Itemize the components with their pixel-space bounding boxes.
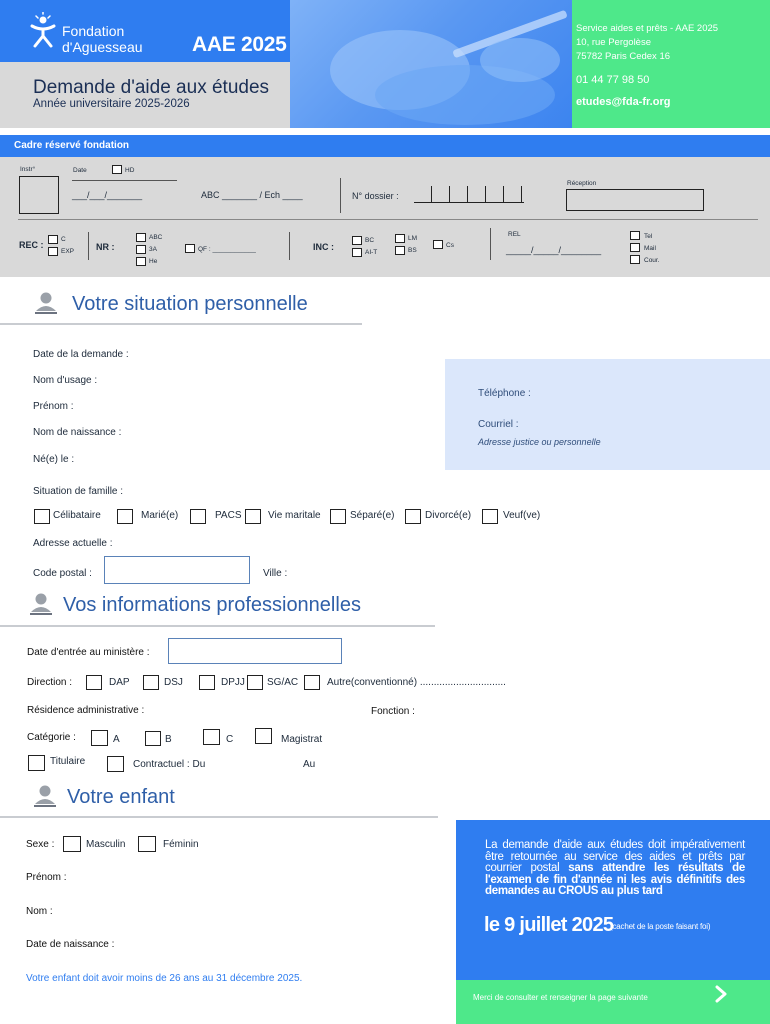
cat-b-label: B (165, 734, 172, 745)
aae-badge: AAE 2025 (192, 33, 287, 56)
ne-le-label: Né(e) le : (33, 454, 75, 465)
magistrat-label: Magistrat (281, 734, 323, 745)
dsj-label: DSJ (164, 677, 183, 688)
separator-1 (340, 178, 341, 213)
qf-checkbox[interactable] (185, 244, 195, 253)
date-underline (72, 180, 177, 181)
dpjj-label: DPJJ (221, 677, 245, 688)
au-label: Au (303, 759, 316, 770)
contractuel-checkbox[interactable] (107, 756, 124, 772)
qf-field[interactable]: QF : ____________ (198, 246, 256, 253)
reserved-divider (18, 219, 758, 220)
rec-label: REC : (19, 240, 44, 250)
direction-label: Direction : (27, 677, 73, 688)
next-page-note[interactable]: Merci de consulter et renseigner la page suivante (473, 993, 648, 1002)
feminin-checkbox[interactable] (138, 836, 156, 852)
nr-he-label: He (149, 258, 158, 265)
contact-panel (445, 359, 770, 470)
inc-ait-label: AI-T (365, 249, 378, 256)
mail-checkbox[interactable] (630, 243, 640, 252)
notice-text-normal: La demande d'aide aux études doit impérativement être retournée au service des aides et prêts par courrier postal (485, 839, 745, 874)
dap-checkbox[interactable] (86, 675, 102, 690)
date-entree-input[interactable] (168, 638, 342, 664)
marie-checkbox[interactable] (117, 509, 133, 524)
header (0, 0, 770, 128)
nr-he-checkbox[interactable] (136, 257, 146, 266)
nr-abc-label: ABC (149, 234, 163, 241)
telephone-label: Téléphone : (478, 388, 531, 399)
inc-cs-label: Cs (446, 242, 454, 249)
nom-usage-label: Nom d'usage : (33, 375, 98, 386)
masculin-label: Masculin (86, 839, 126, 850)
prenom-label: Prénom : (33, 401, 74, 412)
section-title-personal: Votre situation personnelle (72, 293, 308, 315)
hand-writing-illustration (290, 0, 572, 128)
notice-text (485, 840, 745, 898)
section-underline-child (0, 816, 438, 818)
rel-label: REL (508, 231, 521, 238)
separe-label: Séparé(e) (350, 510, 395, 521)
cat-c-checkbox[interactable] (203, 729, 220, 745)
contact-band (572, 0, 770, 128)
inc-bs-checkbox[interactable] (395, 246, 405, 255)
child-nom-label: Nom : (26, 906, 53, 917)
veuf-label: Veuf(ve) (503, 510, 541, 521)
child-prenom-label: Prénom : (26, 872, 67, 883)
nr-label: NR : (96, 242, 115, 252)
logo-line2: d'Aguesseau (62, 39, 143, 55)
cour-checkbox[interactable] (630, 255, 640, 264)
rec-exp-checkbox[interactable] (48, 247, 58, 256)
rec-c-label: C (61, 236, 66, 243)
autre-label[interactable]: Autre(conventionné) ............................... (327, 677, 506, 688)
cat-b-checkbox[interactable] (145, 731, 161, 746)
reception-label: Réception (567, 180, 597, 187)
categorie-label: Catégorie : (27, 732, 76, 743)
inc-bc-checkbox[interactable] (352, 236, 362, 245)
child-age-note: Votre enfant doit avoir moins de 26 ans au 31 décembre 2025. (26, 973, 303, 984)
date-label: Date (73, 167, 87, 174)
contact-email[interactable]: etudes@fda-fr.org (576, 96, 671, 108)
inc-bs-label: BS (408, 247, 417, 254)
reception-box[interactable] (566, 189, 704, 211)
person-logo-icon (28, 12, 58, 50)
child-naissance-label: Date de naissance : (26, 939, 115, 950)
cat-a-checkbox[interactable] (91, 730, 108, 746)
masculin-checkbox[interactable] (63, 836, 81, 852)
residence-label: Résidence administrative : (27, 705, 145, 716)
sgac-label: SG/AC (267, 677, 299, 688)
inc-ait-checkbox[interactable] (352, 248, 362, 257)
fonction-label: Fonction : (371, 706, 415, 717)
pacs-label: PACS (215, 510, 242, 521)
pacs-checkbox[interactable] (190, 509, 206, 524)
person-icon (28, 591, 54, 617)
dossier-boxes[interactable] (414, 186, 524, 203)
ville-label: Ville : (263, 568, 288, 579)
tel-checkbox[interactable] (630, 231, 640, 240)
sexe-label: Sexe : (26, 839, 55, 850)
courriel-hint: Adresse justice ou personnelle (478, 437, 601, 447)
nr-abc-checkbox[interactable] (136, 233, 146, 242)
rel-date[interactable]: _____/_____/________ (506, 245, 602, 255)
person-icon (33, 290, 59, 316)
separator-4 (490, 228, 491, 260)
adresse-label: Adresse actuelle : (33, 538, 113, 549)
contact-line2: 10, rue Pergolèse (576, 37, 651, 48)
cat-c-label: C (226, 734, 234, 745)
situation-label: Situation de famille : (33, 486, 124, 497)
chevron-right-icon[interactable] (713, 985, 729, 1003)
sgac-checkbox[interactable] (247, 675, 263, 690)
contractuel-label: Contractuel : Du (133, 759, 206, 770)
contact-phone: 01 44 77 98 50 (576, 74, 650, 86)
dpjj-checkbox[interactable] (199, 675, 215, 690)
separator-3 (289, 232, 290, 260)
section-title-professional: Vos informations professionnelles (63, 594, 361, 616)
page-title: Demande d'aide aux études (33, 77, 270, 98)
logo-line1: Fondation (62, 23, 125, 39)
titulaire-label: Titulaire (50, 756, 86, 767)
section-underline-personal (0, 323, 362, 325)
dap-label: DAP (109, 677, 130, 688)
inc-bc-label: BC (365, 237, 375, 244)
date-entree-label: Date d'entrée au ministère : (27, 647, 150, 658)
celibataire-checkbox[interactable] (34, 509, 50, 524)
hd-checkbox[interactable] (112, 165, 122, 174)
mail-label: Mail (644, 245, 656, 252)
feminin-label: Féminin (163, 839, 199, 850)
divorce-label: Divorcé(e) (425, 510, 472, 521)
instr-box[interactable] (19, 176, 59, 214)
instr-label: Instr° (20, 166, 36, 173)
deadline-note: (cachet de la poste faisant foi) (610, 922, 711, 931)
divorce-checkbox[interactable] (405, 509, 421, 524)
contact-line1: Service aides et prêts - AAE 2025 (576, 23, 719, 34)
inc-lm-checkbox[interactable] (395, 234, 405, 243)
hd-label: HD (125, 167, 135, 174)
date-demande-label: Date de la demande : (33, 349, 129, 360)
reserved-title: Cadre réservé fondation (14, 140, 130, 151)
marie-label: Marié(e) (141, 510, 179, 521)
notice-text-bold: sans attendre les résultats de l'examen de fin d'année ni les avis définitifs des demandes au CROUS au plus tard (485, 862, 745, 897)
deadline-date: le 9 juillet 2025 (484, 914, 614, 936)
cour-label: Cour. (644, 257, 660, 264)
inc-cs-checkbox[interactable] (433, 240, 443, 249)
inc-lm-label: LM (408, 235, 418, 242)
page-subtitle: Année universitaire 2025-2026 (33, 98, 190, 110)
vie-maritale-checkbox[interactable] (245, 509, 261, 524)
section-title-child: Votre enfant (67, 786, 175, 808)
tel-label: Tel (644, 233, 653, 240)
dsj-checkbox[interactable] (143, 675, 159, 690)
cat-a-label: A (113, 734, 120, 745)
separe-checkbox[interactable] (330, 509, 346, 524)
rec-exp-label: EXP (61, 248, 75, 255)
code-postal-label: Code postal : (33, 568, 92, 579)
autre-checkbox[interactable] (304, 675, 320, 690)
contact-line3: 75782 Paris Cedex 16 (576, 51, 671, 62)
section-underline-professional (0, 625, 435, 627)
veuf-checkbox[interactable] (482, 509, 498, 524)
nom-naissance-label: Nom de naissance : (33, 427, 122, 438)
nr-3a-checkbox[interactable] (136, 245, 146, 254)
dossier-label: N° dossier : (352, 191, 399, 201)
date-blank[interactable]: ___/___/_______ (72, 190, 143, 200)
titulaire-checkbox[interactable] (28, 755, 45, 771)
header-photo (290, 0, 572, 128)
nr-3a-label: 3A (149, 246, 157, 253)
vie-maritale-label: Vie maritale (268, 510, 321, 521)
abc-ech[interactable]: ABC _______ / Ech ____ (201, 190, 303, 200)
separator-2 (88, 232, 89, 260)
celibataire-label: Célibataire (53, 510, 101, 521)
person-icon (32, 783, 58, 809)
code-postal-input[interactable] (104, 556, 250, 584)
rec-c-checkbox[interactable] (48, 235, 58, 244)
courriel-label: Courriel : (478, 419, 519, 430)
magistrat-checkbox[interactable] (255, 728, 272, 744)
inc-label: INC : (313, 242, 334, 252)
